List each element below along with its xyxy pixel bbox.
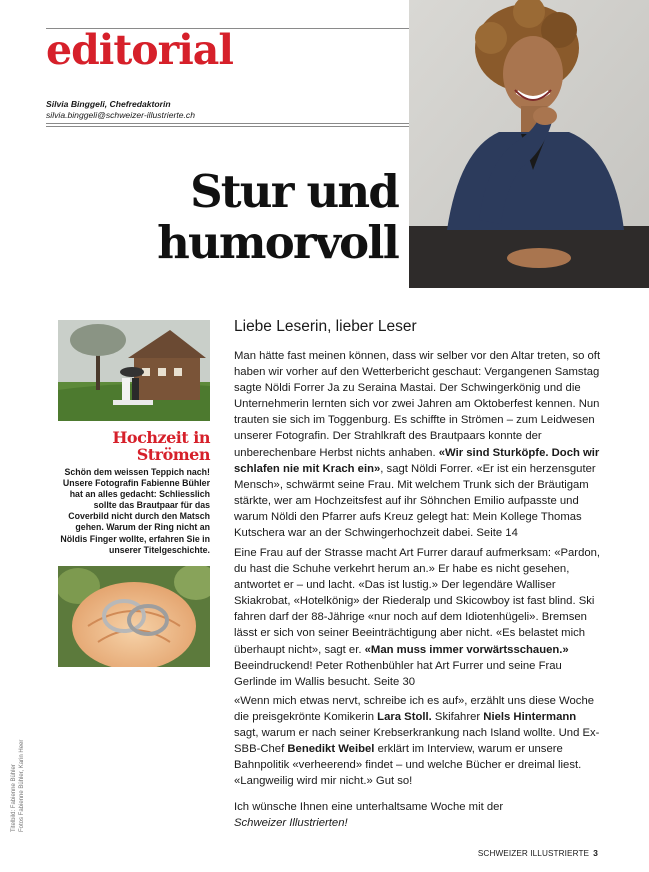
rings-photo [58, 566, 210, 667]
p3-name-benedikt-weibel: Benedikt Weibel [287, 743, 375, 756]
p2-quote: «Man muss immer vorwärtsschauen.» [364, 643, 569, 656]
headline-line-2: humorvoll [157, 216, 398, 269]
wedding-photo [58, 320, 210, 421]
caption-title-line-1: Hochzeit in [112, 428, 210, 447]
author-name: Silvia Binggeli, Chefredaktorin [46, 99, 171, 109]
p4-publication: Schweizer Illustrierten! [234, 817, 348, 830]
paragraph-4 [234, 799, 602, 831]
p1-text-a: Man hätte fast meinen können, dass wir selber vor den Altar treten, so oft haben wir vorher auf den Wetterbericht geschaut: Vergangenen Samstag sagte Nöldi Forrer Ja zu Seraina Mastai. Der Schwingerkönig und die Unternehmerin lernten sich vor zwei Jahren am Oktoberfest kennen. Nun trauten sie sich im Toggenburg. Es schiffte in Strömen – zum Leidwesen unserer Fotografin. Der Strahlkraft des Brautpaars konnte der unberechenbare Herbst nichts anhaben. [234, 350, 601, 459]
p2-text-a: Eine Frau auf der Strasse macht Art Furrer darauf aufmerksam: «Pardon, du hast die Schuhe verkehrt herum an.» Er habe es nicht gesehen, antwortet er – und lacht. «Das ist lustig.» Der legendäre Walliser Skiakrobat, «Hotelkönig» der Riederalp und Skicowboy ist fast blind. Ski fahren darf der 88-Jährige «nur noch auf dem Idiotenhügeli». Bremsen lässt er sich von seiner Beeinträchtigung aber nicht. «Es belastet mich überhaupt nicht», sagt er. [234, 547, 601, 656]
p3-name-lara-stoll: Lara Stoll. [377, 711, 432, 724]
page-footer [478, 848, 598, 858]
p1-quote: «Wir sind Sturköpfe. Doch wir schlafen nie mit Krach ein» [234, 446, 600, 475]
p3-text-d: erklärt im Interview, warum er unsere Bahnpolitik «verheerend» findet – und welche Bücher er dreimal liest. «Langweilig wird mir nicht.» Gut so! [234, 743, 582, 788]
headline-line-1: Stur und [190, 165, 398, 218]
author-email[interactable]: silvia.binggeli@schweizer-illustrierte.ch [46, 109, 195, 120]
sidebar-caption-text: Schön dem weissen Teppich nach! Unsere Fotografin Fabienne Bühler hat an alles gedacht: Schliesslich sollte das Brautpaar für das Coverbild nicht durch den Matsch gehen. Warum der Ring nicht an Nöldis Finger wollte, erfahren Sie in unserer Titelgeschichte. [60, 467, 210, 555]
photo-credits [10, 728, 38, 832]
paragraph-3 [234, 693, 602, 790]
page-number: 3 [593, 848, 598, 858]
p3-name-niels-hintermann: Niels Hintermann [483, 711, 577, 724]
author-photo [409, 0, 649, 288]
paragraph-2 [234, 545, 602, 690]
sidebar-caption-title [58, 429, 210, 463]
p3-text-c: sagt, warum er nach seiner Krebserkrankung nach Island wollte. Und Ex-SBB-Chef [234, 727, 600, 756]
caption-title-line-2: Strömen [136, 445, 210, 464]
p4-text: Ich wünsche Ihnen eine unterhaltsame Woche mit der [234, 801, 504, 813]
headline [120, 166, 398, 268]
author-rule-2 [46, 126, 410, 127]
credit-line-1: Titelbild: Fabienne Bühler [11, 764, 17, 832]
credit-line-2: Fotos Fabienne Bühler, Karin Heer [19, 739, 25, 832]
author-block [46, 99, 195, 120]
paragraph-1 [234, 348, 602, 541]
p2-text-b: Beeindruckend! Peter Rothenbühler hat Art Furrer und seine Frau Gerlinde im Wallis besucht. Seite 30 [234, 659, 562, 688]
footer-publication: SCHWEIZER ILLUSTRIERTE [477, 849, 590, 858]
p3-text-b: Skifahrer [431, 711, 484, 724]
section-kicker: editorial [46, 26, 233, 74]
p3-text-a: «Wenn mich etwas nervt, schreibe ich es auf», erzählt uns diese Woche die preisgekrönte Komikerin [234, 695, 595, 724]
p1-text-b: , sagt Nöldi Forrer. «Er ist ein herzensguter Mensch», schwärmt seine Frau. Mit welchem Trunk sich der Bräutigam stärkte, wer am Hochzeitsfest auf ihr Söhnchen Emilio aufpasste und warum Nöldi den Pfarrer aufs Kreuz gelegt hat: Mein Kollege Thomas Kutschera war an der Schwingerhochzeit dabei. Seite 14 [234, 462, 596, 540]
author-rule-1 [46, 123, 410, 124]
salutation: Liebe Leserin, lieber Leser [234, 318, 417, 335]
